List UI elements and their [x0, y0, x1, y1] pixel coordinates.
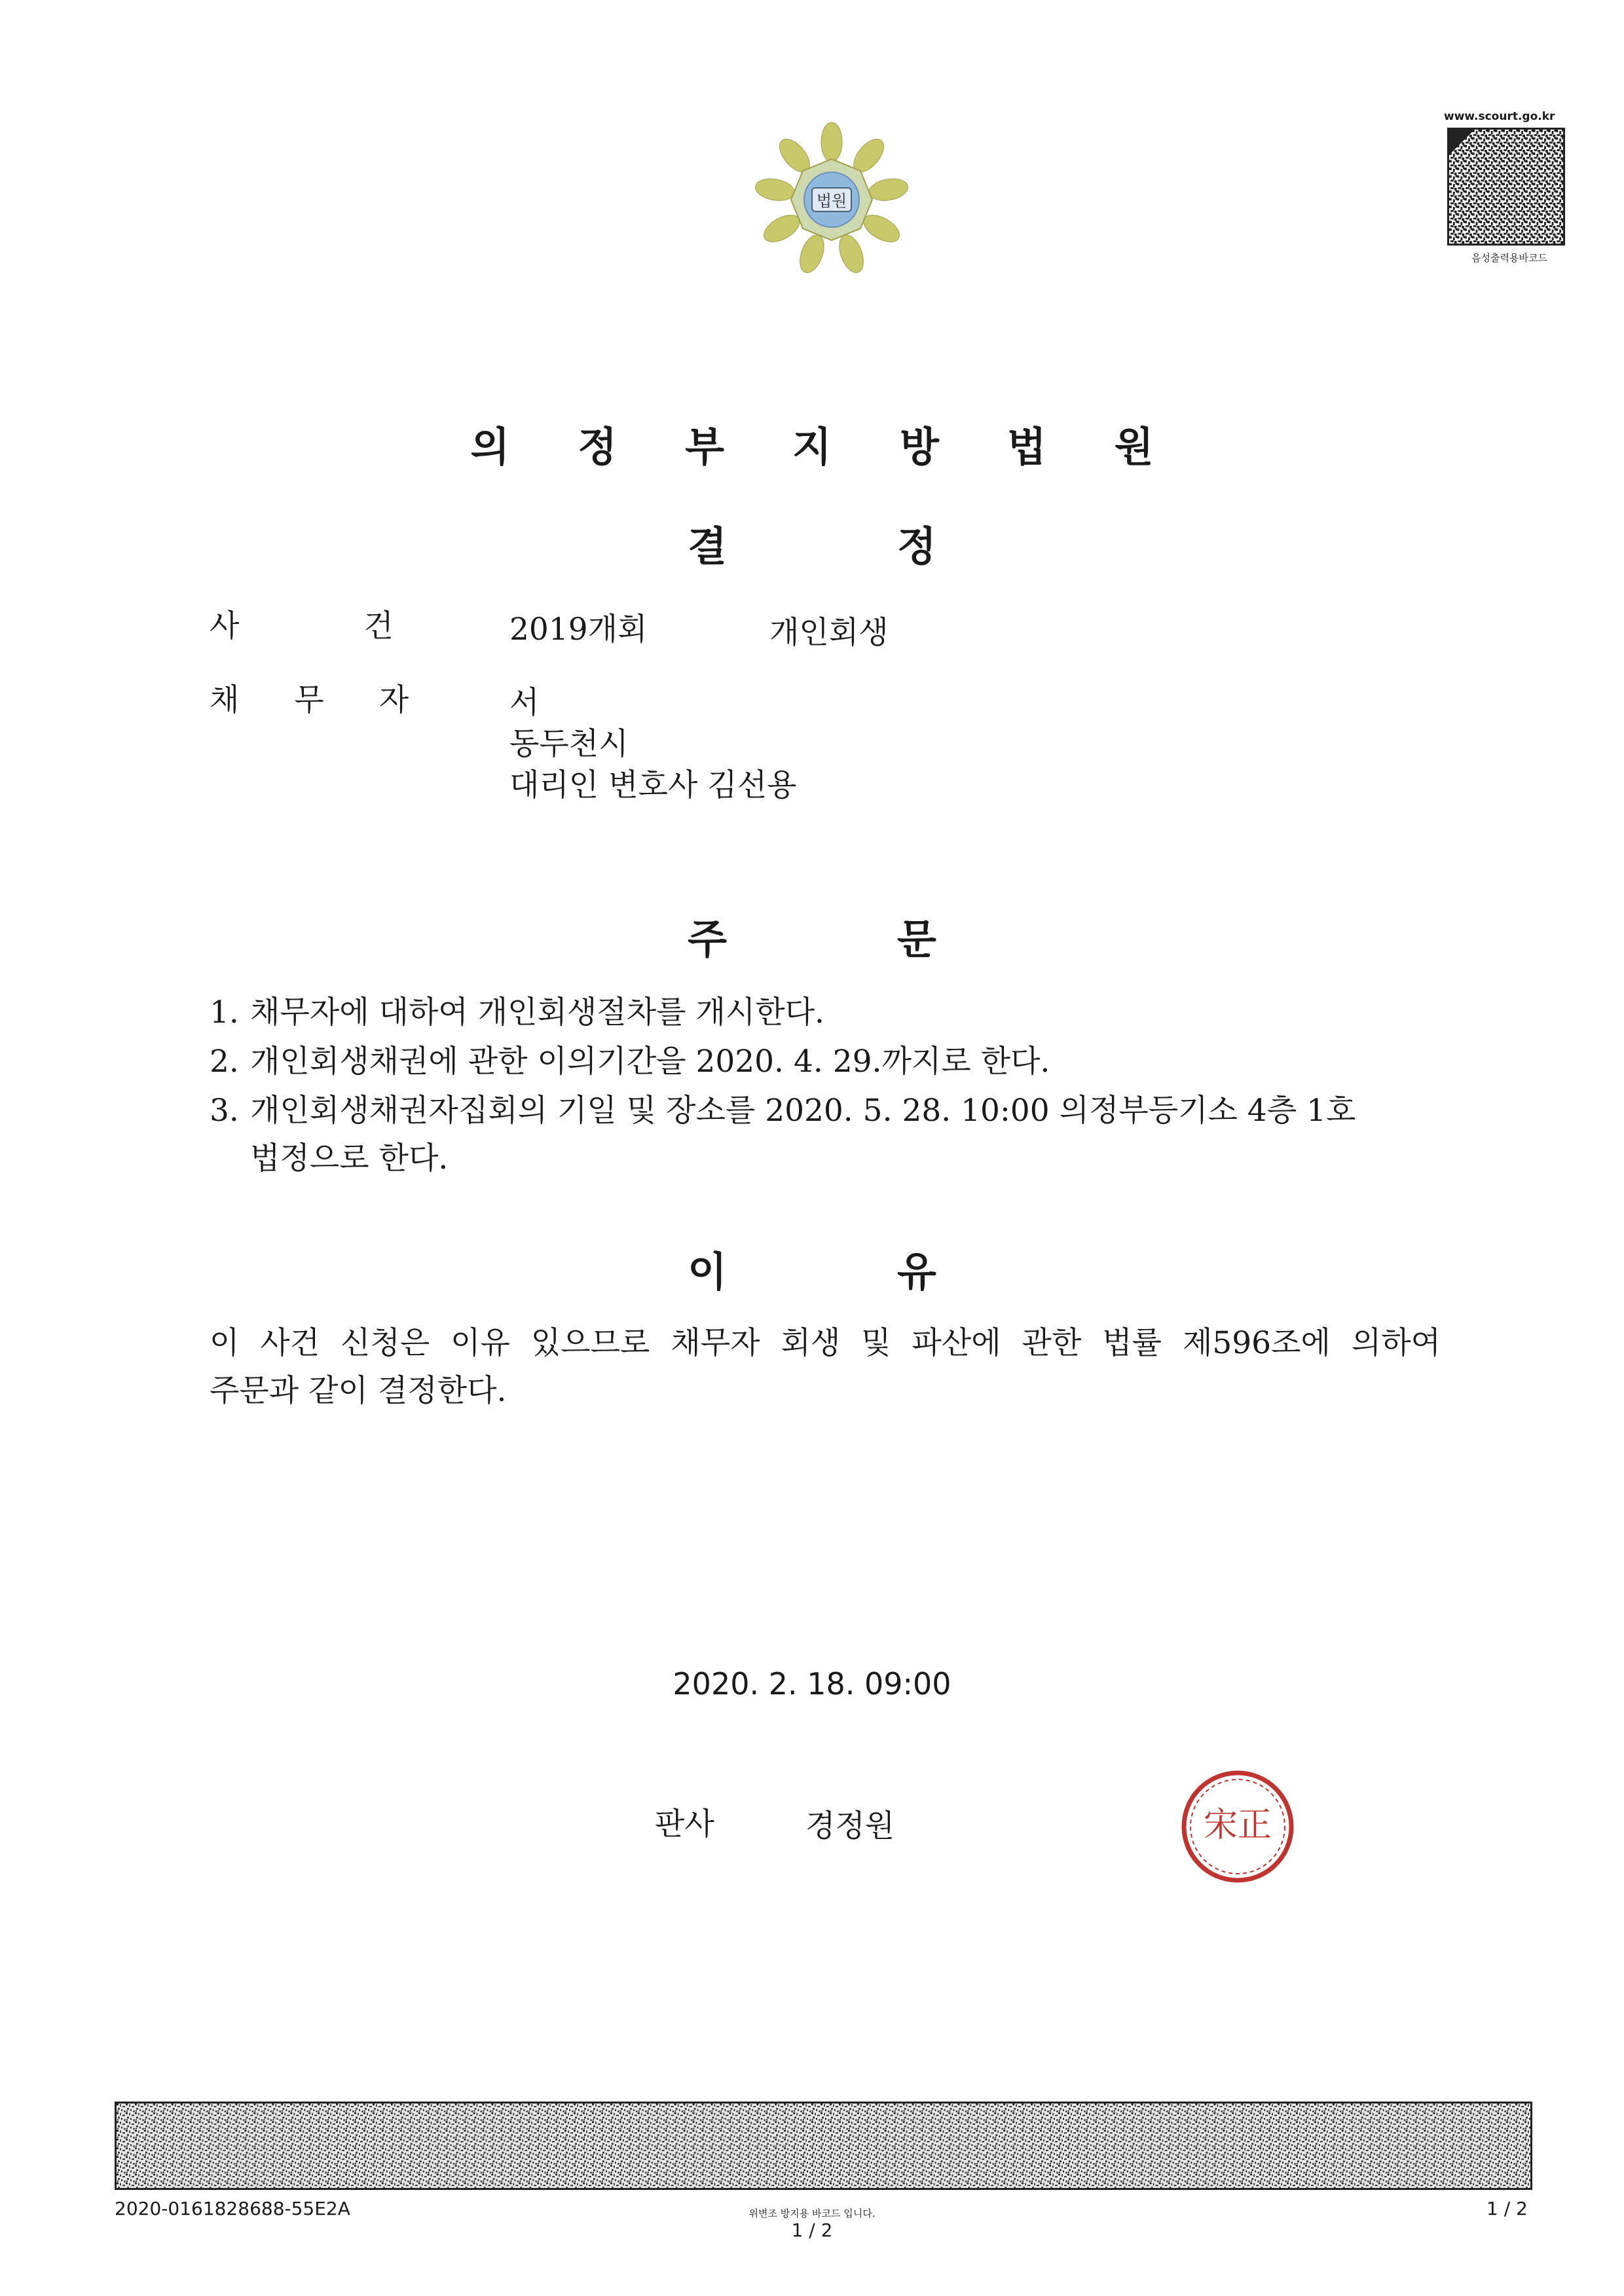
seal-text: 宋正 — [1203, 1806, 1272, 1845]
order-item — [210, 1041, 1441, 1083]
order-item-text: 개인회생채권에 관한 이의기간을 2020. 4. 29.까지로 한다. — [250, 1044, 1050, 1080]
debtor-agent: 대리인 변호사 김선용 — [509, 767, 797, 803]
order-item-number: 3. — [210, 1093, 239, 1129]
debtor-label: 채무자 — [210, 682, 464, 718]
order-item-text: 개인회생채권자집회의 기일 및 장소를 2020. 5. 28. 10:00 의정부등기소 4층 1호 — [250, 1093, 1356, 1129]
page-number: 1 / 2 — [1486, 2198, 1528, 2219]
barcode-notice: 위변조 방지용 바코드 입니다. — [748, 2208, 876, 2219]
order-item-number: 1. — [210, 994, 239, 1030]
order-item — [210, 1090, 1441, 1132]
judge-label: 판사 — [655, 1806, 714, 1842]
order-item-number: 2. — [210, 1044, 239, 1080]
court-emblem-icon — [753, 121, 910, 278]
order-title: 주문 — [688, 915, 1107, 963]
emblem-text: 법원 — [816, 192, 847, 210]
order-item-text: 채무자에 대하여 개인회생절차를 개시한다. — [250, 994, 824, 1030]
debtor-address: 동두천시 — [509, 726, 629, 762]
qr-url: www.scourt.go.kr — [1444, 110, 1555, 123]
qr-code-icon — [1447, 128, 1565, 246]
reason-title: 이유 — [688, 1248, 1107, 1296]
debtor-name: 서 — [509, 685, 540, 721]
decision-date: 2020. 2. 18. 09:00 — [673, 1666, 951, 1702]
document-title: 결정 — [688, 522, 1107, 570]
judge-seal-icon — [1179, 1768, 1297, 1886]
case-number: 2019개회 — [509, 611, 648, 647]
reason-text-line: 주문과 같이 결정한다. — [210, 1373, 507, 1409]
document-id: 2020-0161828688-55E2A — [115, 2198, 350, 2219]
court-title: 의정부지방법원 — [470, 423, 1222, 471]
reason-text-line: 이 사건 신청은 이유 있으므로 채무자 회생 및 파산에 관한 법률 제596조에 의하여 — [210, 1325, 1441, 1361]
security-barcode-icon — [115, 2102, 1532, 2190]
case-label: 사건 — [210, 608, 518, 644]
page-number: 1 / 2 — [791, 2219, 833, 2241]
judge-name: 경정원 — [805, 1808, 895, 1844]
order-item — [210, 992, 1441, 1034]
case-type: 개인회생 — [769, 615, 889, 651]
order-item-continuation: 법정으로 한다. — [250, 1140, 449, 1176]
qr-caption: 음성출력용바코드 — [1471, 252, 1547, 264]
